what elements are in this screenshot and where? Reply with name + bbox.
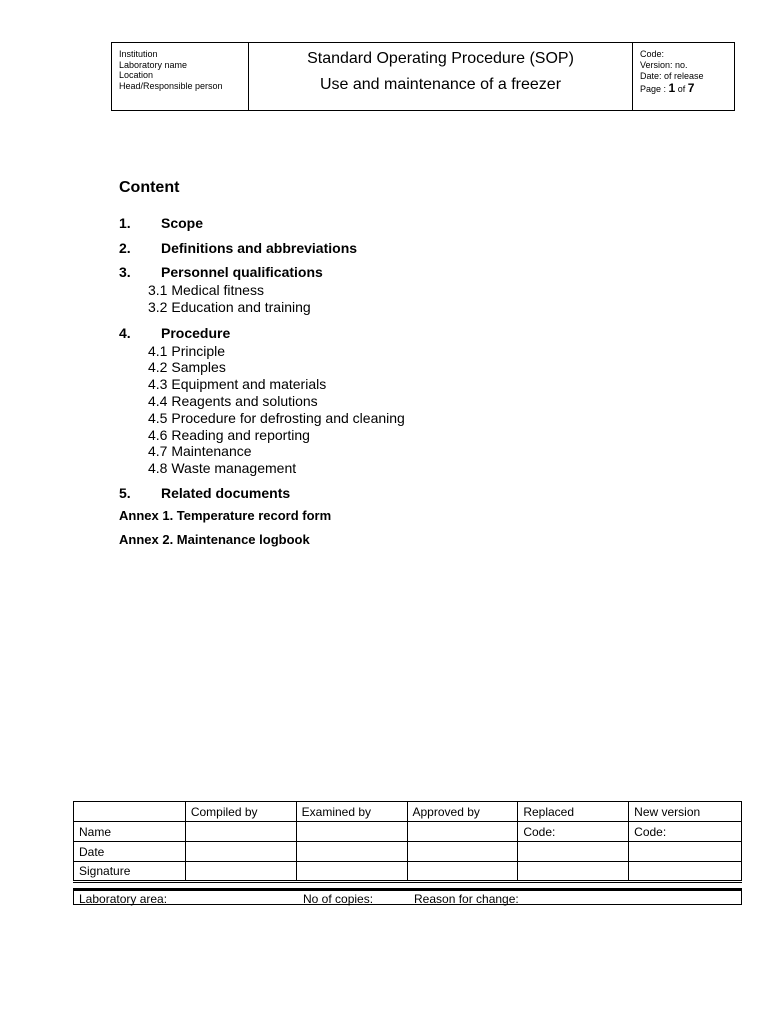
table-cell xyxy=(74,802,186,822)
table-cell xyxy=(296,862,407,882)
toc-subsection: 4.5 Procedure for defrosting and cleaning xyxy=(148,409,405,426)
sop-title: Standard Operating Procedure (SOP) xyxy=(307,50,574,67)
toc-subsection: 4.7 Maintenance xyxy=(148,443,252,460)
approval-table xyxy=(73,801,742,883)
table-cell xyxy=(185,842,296,862)
toc-subsection: 4.2 Samples xyxy=(148,359,226,376)
toc-annex-1: Annex 1. Temperature record form xyxy=(119,507,332,523)
table-cell xyxy=(629,842,742,862)
location-label: Location xyxy=(119,70,154,80)
toc-subsection: 4.6 Reading and reporting xyxy=(148,426,310,443)
toc-subsection: 4.4 Reagents and solutions xyxy=(148,392,318,409)
table-row-label: Signature xyxy=(74,862,186,882)
institution-label: Institution xyxy=(119,49,158,59)
table-cell xyxy=(185,822,296,842)
table-cell xyxy=(185,862,296,882)
toc-subsection: 4.1 Principle xyxy=(148,342,226,359)
toc-section-title: Definitions and abbreviations xyxy=(161,240,358,256)
header-meta-block xyxy=(633,43,734,110)
table-row-label: Name xyxy=(74,822,186,842)
table-cell xyxy=(296,842,407,862)
table-row xyxy=(74,862,742,882)
page-label: Page : xyxy=(640,84,667,94)
table-header-cell: Approved by xyxy=(407,802,518,822)
table-cell xyxy=(629,862,742,882)
table-of-contents xyxy=(119,213,679,549)
toc-section-number: 1. xyxy=(119,215,131,231)
toc-annex-2: Annex 2. Maintenance logbook xyxy=(119,531,310,547)
toc-section-number: 3. xyxy=(119,264,131,280)
table-header-cell: Compiled by xyxy=(185,802,296,822)
table-header-cell: Examined by xyxy=(296,802,407,822)
table-cell xyxy=(518,842,629,862)
table-cell xyxy=(407,842,518,862)
toc-section-2 xyxy=(119,238,679,258)
toc-subsection: 4.8 Waste management xyxy=(148,460,297,477)
toc-section-number: 2. xyxy=(119,240,131,256)
version-label: Version: no. xyxy=(640,60,688,70)
toc-section-title: Scope xyxy=(161,215,204,231)
toc-subsection: 3.1 Medical fitness xyxy=(148,282,264,298)
lab-area-label: Laboratory area: xyxy=(79,892,168,906)
toc-section-number: 4. xyxy=(119,324,131,341)
table-cell: Code: xyxy=(629,822,742,842)
header-title-block xyxy=(249,43,633,110)
page-total: 7 xyxy=(687,81,695,95)
table-cell: Code: xyxy=(518,822,629,842)
table-header-cell: New version xyxy=(629,802,742,822)
document-footer-row xyxy=(73,888,742,905)
page-of: of xyxy=(677,84,686,94)
table-row xyxy=(74,822,742,842)
toc-section-4 xyxy=(119,323,679,343)
sop-subtitle: Use and maintenance of a freezer xyxy=(319,76,562,93)
head-responsible-label: Head/Responsible person xyxy=(119,80,223,91)
table-cell xyxy=(296,822,407,842)
table-header-row xyxy=(74,802,742,822)
table-cell xyxy=(407,862,518,882)
date-label: Date: of release xyxy=(640,71,704,81)
document-header xyxy=(111,42,735,111)
table-cell xyxy=(518,862,629,882)
table-row xyxy=(74,842,742,862)
table-row-label: Date xyxy=(74,842,186,862)
reason-for-change-label: Reason for change: xyxy=(414,892,519,906)
laboratory-name-label: Laboratory name xyxy=(119,59,188,70)
toc-section-1 xyxy=(119,213,679,233)
toc-subsection: 4.3 Equipment and materials xyxy=(148,376,327,393)
table-header-cell: Replaced xyxy=(518,802,629,822)
copies-label: No of copies: xyxy=(303,892,374,906)
page-current: 1 xyxy=(668,81,676,95)
page-indicator xyxy=(640,83,734,95)
toc-subsection: 3.2 Education and training xyxy=(148,298,311,315)
toc-section-title: Procedure xyxy=(161,324,231,341)
header-institution-block xyxy=(112,43,249,110)
toc-section-3 xyxy=(119,262,679,282)
toc-section-title: Related documents xyxy=(161,484,291,501)
table-cell xyxy=(407,822,518,842)
toc-section-number: 5. xyxy=(119,484,131,501)
toc-section-5 xyxy=(119,483,679,503)
code-label: Code: xyxy=(640,49,665,59)
toc-section-title: Personnel qualifications xyxy=(161,264,323,280)
content-heading: Content xyxy=(119,179,180,196)
